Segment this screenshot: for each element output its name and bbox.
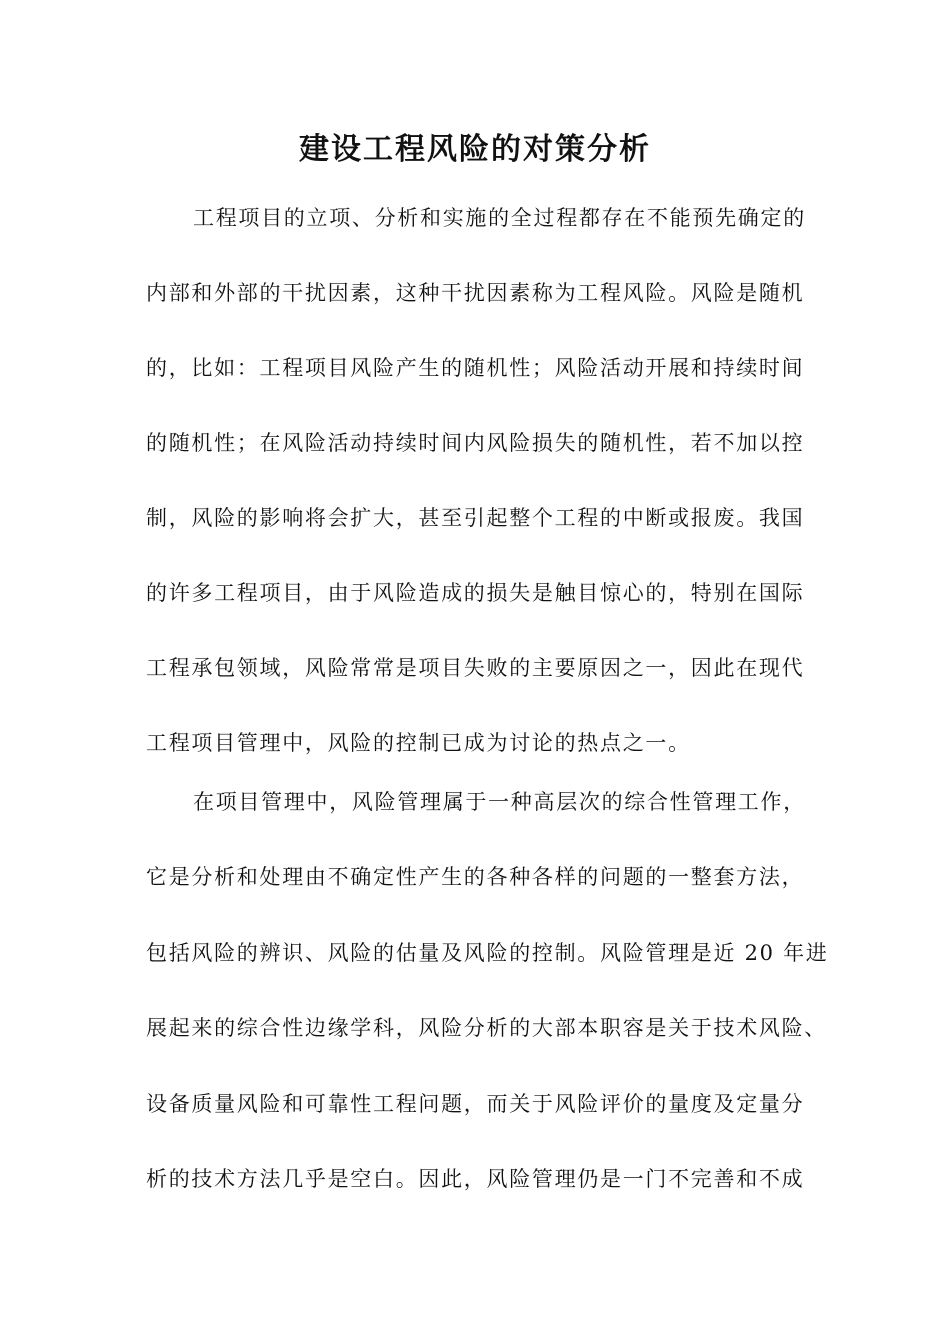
paragraph-1-line-6: 的许多工程项目，由于风险造成的损失是触目惊心的，特别在国际 [146, 581, 805, 605]
paragraph-1-line-3: 的，比如：工程项目风险产生的随机性；风险活动开展和持续时间 [146, 356, 805, 380]
paragraph-1-line-1: 工程项目的立项、分析和实施的全过程都存在不能预先确定的 [193, 206, 806, 230]
paragraph-1-line-4: 的随机性；在风险活动持续时间内风险损失的随机性，若不加以控 [146, 431, 805, 455]
paragraph-2-line-5: 设备质量风险和可靠性工程问题，而关于风险评价的量度及定量分 [146, 1092, 805, 1116]
paragraph-2-line-2: 它是分析和处理由不确定性产生的各种各样的问题的一整套方法， [146, 865, 805, 889]
paragraph-2-line-1: 在项目管理中，风险管理属于一种高层次的综合性管理工作， [193, 790, 806, 814]
paragraph-2-line-6: 析的技术方法几乎是空白。因此，风险管理仍是一门不完善和不成 [146, 1167, 805, 1191]
paragraph-1-line-5: 制，风险的影响将会扩大，甚至引起整个工程的中断或报废。我国 [146, 506, 805, 530]
page-title: 建设工程风险的对策分析 [299, 132, 651, 167]
paragraph-1-line-2: 内部和外部的干扰因素，这种干扰因素称为工程风险。风险是随机 [146, 281, 805, 305]
paragraph-2-line-4: 展起来的综合性边缘学科，风险分析的大部本职容是关于技术风险、 [146, 1016, 827, 1040]
paragraph-1-line-8: 工程项目管理中，风险的控制已成为讨论的热点之一。 [146, 731, 691, 755]
paragraph-1-line-7: 工程承包领域，风险常常是项目失败的主要原因之一，因此在现代 [146, 656, 805, 680]
paragraph-2-line-3: 包括风险的辨识、风险的估量及风险的控制。风险管理是近 20 年进 [146, 941, 829, 965]
